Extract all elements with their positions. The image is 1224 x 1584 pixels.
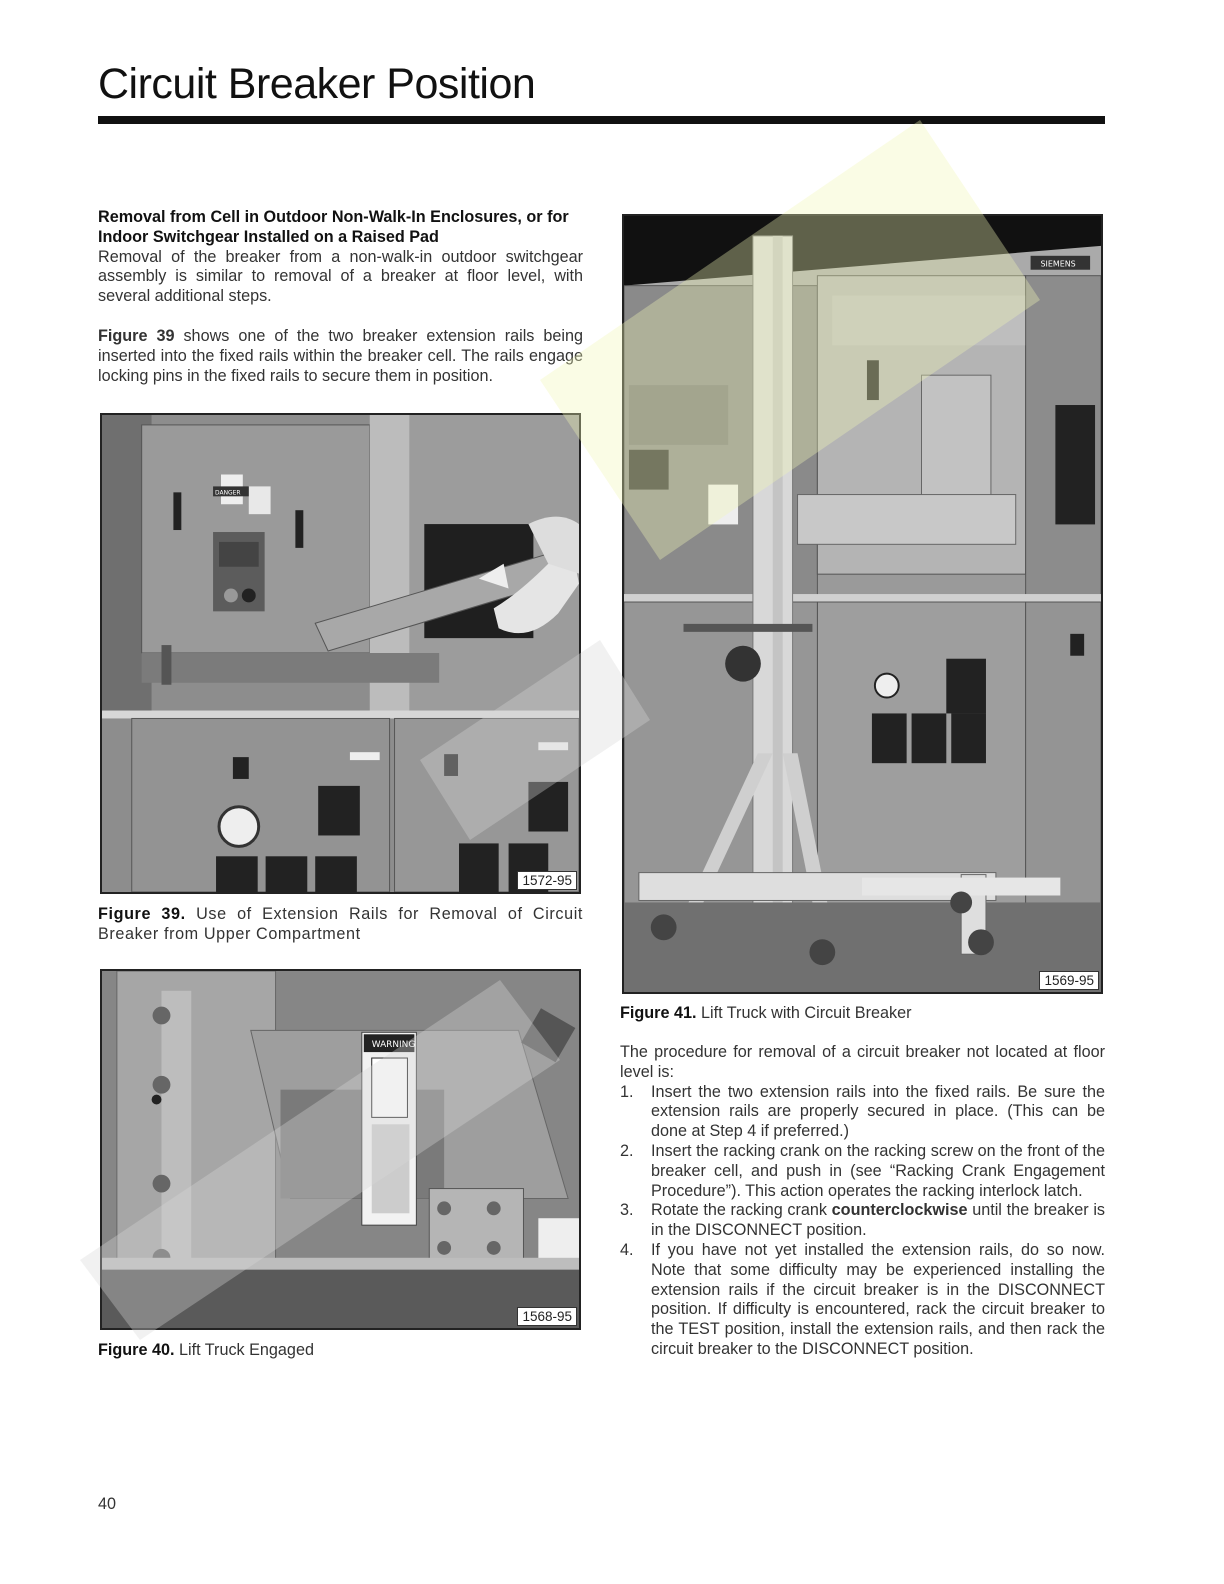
fig41-brand-plate: SIEMENS [1040,259,1076,269]
left-text-column [98,208,583,386]
procedure-step [620,1201,1105,1241]
title-rule [98,116,1105,124]
figure-40-caption [98,1341,583,1361]
figure39-ref-text: shows one of the two breaker extension rails being inserted into the fixed rails within the breaker cell. The rails engage locking pins in the fixed rails to secure them in position. [98,326,583,385]
right-text-column [620,1043,1105,1360]
figure39-reference-paragraph [98,327,583,386]
figure-41-photo [622,214,1103,994]
figure-39-photo [100,413,581,894]
figure-39-caption [98,905,583,945]
figure-41-caption [620,1004,1105,1024]
section-heading: Removal from Cell in Outdoor Non-Walk-In Enclosures, or for Indoor Switchgear Installed on a Raised Pad [98,208,569,246]
step-text-after: until the breaker is in the DISCONNECT position. [651,1201,1106,1240]
figure39-ref-label: Figure 39 [98,326,175,345]
figure-39-label: Figure 39. [98,905,186,923]
fig40-warning-label: WARNING [371,1040,416,1051]
step-number: 2. [620,1141,634,1160]
procedure-step [620,1083,1105,1142]
procedure-step [620,1142,1105,1201]
step-number: 1. [620,1082,634,1101]
step-text: Insert the two extension rails into the fixed rails. Be sure the extension rails are properly secured in place. (This can be done at Step 4 if preferred.) [651,1082,1105,1141]
step-number: 3. [620,1201,634,1220]
procedure-intro: The procedure for removal of a circuit breaker not located at floor level is: [620,1043,1105,1081]
figure-40-photo-id: 1568-95 [517,1307,577,1326]
step-text: Insert the racking crank on the racking screw on the front of the breaker cell, and push in (see “Racking Crank Engagement Procedure”). This action operates the racking interlock latch. [651,1141,1105,1200]
step-text-before: Rotate the racking crank [651,1201,832,1220]
step-number: 4. [620,1240,634,1259]
figure-40-photo [100,969,581,1330]
figure-40-label: Figure 40. [98,1341,175,1359]
procedure-steps [620,1083,1105,1360]
figure-39-photo-id: 1572-95 [517,871,577,890]
page-title: Circuit Breaker Position [98,60,536,108]
procedure-step [620,1241,1105,1360]
figure-41-photo-id: 1569-95 [1039,971,1099,990]
intro-paragraph: Removal of the breaker from a non-walk-in outdoor switchgear assembly is similar to removal of a breaker at floor level, with several additional steps. [98,247,583,306]
figure-40-caption-text: Lift Truck Engaged [174,1341,314,1359]
step-text: If you have not yet installed the extension rails, do so now. Note that some difficulty may be experienced installing the extension rails if the circuit breaker is in the DISCONNECT position. If difficulty is encountered, rack the circuit breaker to the TEST position, install the extension rails, and then rack the circuit breaker to the DISCONNECT position. [651,1240,1105,1358]
figure-41-label: Figure 41. [620,1004,697,1022]
page-number: 40 [98,1495,117,1513]
figure-41-caption-text: Lift Truck with Circuit Breaker [696,1004,912,1022]
fig39-warning-label: DANGER [215,489,241,497]
figure-39-caption-text: Use of Extension Rails for Removal of Circuit Breaker from Upper Compartment [98,905,583,943]
step-text-bold: counterclockwise [831,1201,968,1220]
